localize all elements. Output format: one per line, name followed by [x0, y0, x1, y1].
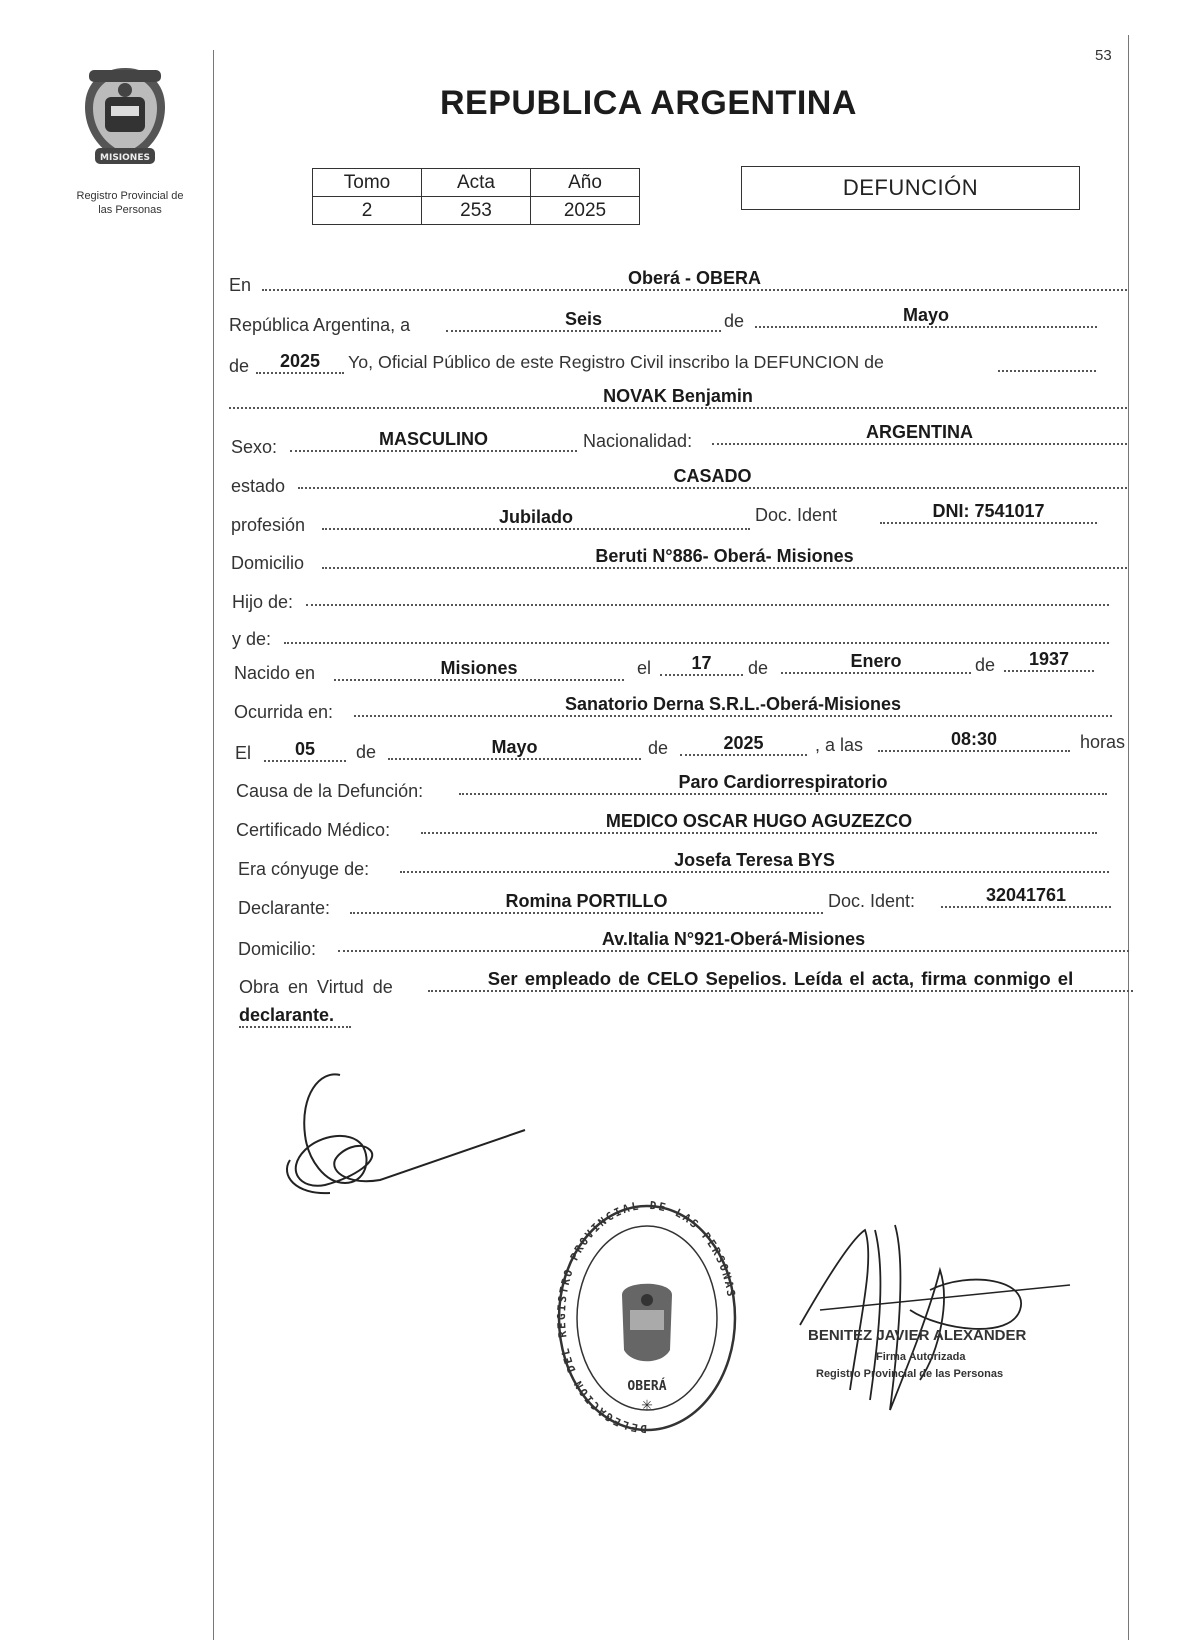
field-nac-dia: 17 [660, 652, 743, 676]
svg-text:DELEGACION DEL REGISTRO PROVIN: DELEGACION DEL REGISTRO PROVINCIAL DE LAS PERSONAS [555, 1200, 738, 1436]
field-sexo: MASCULINO [290, 428, 577, 452]
label-en: En [229, 275, 252, 295]
meta-header-acta: Acta [422, 169, 531, 197]
label-estado: estado [231, 476, 286, 496]
field-nacionalidad: ARGENTINA [712, 421, 1127, 445]
meta-header-anio: Año [531, 169, 640, 197]
label-profesion: profesión [231, 515, 306, 535]
field-def-dia: 05 [264, 738, 346, 762]
meta-value-tomo: 2 [313, 197, 422, 225]
label-certificado: Certificado Médico: [236, 820, 391, 840]
signatory-office: Registro Provincial de las Personas [816, 1368, 1004, 1380]
record-meta-table [312, 168, 640, 225]
field-estado: CASADO [298, 465, 1127, 489]
label-declarante: Declarante: [238, 898, 331, 918]
label-el: el [637, 658, 652, 678]
right-margin-line [1128, 35, 1129, 1640]
field-domicilio: Beruti N°886- Oberá- Misiones [322, 545, 1127, 569]
label-el-def: El [235, 743, 252, 763]
label-doc-ident: Doc. Ident [755, 505, 838, 525]
page-number: 53 [1095, 47, 1112, 64]
label-y-de: y de: [232, 629, 272, 649]
field-certificado: MEDICO OSCAR HUGO AGUZEZCO [421, 810, 1097, 834]
field-def-anio: 2025 [680, 732, 807, 756]
official-seal-icon [552, 1200, 742, 1450]
label-nacionalidad: Nacionalidad: [583, 431, 693, 451]
authorized-signature-icon [790, 1210, 1080, 1420]
field-obra-line2: declarante. [239, 1004, 351, 1028]
label-domicilio: Domicilio [231, 553, 305, 573]
label-ocurrida-en: Ocurrida en: [234, 702, 334, 722]
field-lugar: Oberá - OBERA [262, 267, 1127, 291]
label-conyuge: Era cónyuge de: [238, 859, 370, 879]
record-type-box: DEFUNCIÓN [741, 166, 1080, 210]
label-yo-oficial: Yo, Oficial Público de este Registro Civil inscribo la DEFUNCION de [348, 352, 884, 372]
field-profesion: Jubilado [322, 506, 750, 530]
field-nac-anio: 1937 [1004, 648, 1094, 672]
document-title: REPUBLICA ARGENTINA [440, 84, 857, 122]
label-hijo-de: Hijo de: [232, 592, 294, 612]
field-declarante-domicilio: Av.Italia N°921-Oberá-Misiones [338, 928, 1129, 952]
label-de-def-anio: de [648, 738, 669, 758]
svg-text:MISIONES: MISIONES [100, 153, 150, 163]
field-def-mes: Mayo [388, 736, 641, 760]
field-def-hora: 08:30 [878, 728, 1070, 752]
label-de-nac-mes: de [748, 658, 769, 678]
field-dia: Seis [446, 308, 721, 332]
left-margin-line [213, 50, 214, 1640]
label-domicilio-declarante: Domicilio: [238, 939, 317, 959]
label-de-def-mes: de [356, 742, 377, 762]
signatory-name: BENITEZ JAVIER ALEXANDER [808, 1327, 1027, 1344]
label-doc-ident-declarante: Doc. Ident: [828, 891, 916, 911]
field-nacido-en: Misiones [334, 657, 624, 681]
signatory-role: Firma Autorizada [876, 1351, 966, 1363]
meta-value-anio: 2025 [531, 197, 640, 225]
field-nac-mes: Enero [781, 650, 971, 674]
svg-text:OBERÁ: OBERÁ [627, 1379, 667, 1394]
label-de-nac-anio: de [975, 655, 996, 675]
field-obra-line1: Ser empleado de CELO Sepelios. Leída el acta, firma conmigo el [428, 968, 1133, 992]
registry-logo [75, 62, 175, 172]
field-nombre: NOVAK Benjamin [229, 385, 1127, 409]
label-de-mes: de [724, 311, 745, 331]
svg-text:✳: ✳ [641, 1397, 653, 1413]
label-obra: Obra en Virtud de [239, 977, 393, 997]
label-republica: República Argentina, a [229, 315, 411, 335]
coat-of-arms-icon [75, 62, 175, 172]
label-sexo: Sexo: [231, 437, 278, 457]
field-hijo-de [306, 582, 1109, 606]
field-ocurrida-en: Sanatorio Derna S.R.L.-Oberá-Misiones [354, 693, 1112, 717]
field-causa: Paro Cardiorrespiratorio [459, 771, 1107, 795]
field-anio: 2025 [256, 350, 344, 374]
field-declarante: Romina PORTILLO [350, 890, 823, 914]
meta-header-tomo: Tomo [313, 169, 422, 197]
field-conyuge: Josefa Teresa BYS [400, 849, 1109, 873]
field-mes: Mayo [755, 304, 1097, 328]
field-y-de [284, 620, 1109, 644]
field-declarante-doc: 32041761 [941, 884, 1111, 908]
meta-value-acta: 253 [422, 197, 531, 225]
declarante-signature-icon [270, 1065, 550, 1205]
label-de-anio: de [229, 356, 250, 376]
field-doc-ident: DNI: 7541017 [880, 500, 1097, 524]
field-spacer-r3 [998, 348, 1096, 372]
label-causa: Causa de la Defunción: [236, 781, 424, 801]
logo-caption: Registro Provincial de las Personas [76, 190, 184, 216]
label-a-las: , a las [815, 735, 864, 755]
label-horas: horas [1080, 732, 1126, 752]
label-nacido-en: Nacido en [234, 663, 316, 683]
